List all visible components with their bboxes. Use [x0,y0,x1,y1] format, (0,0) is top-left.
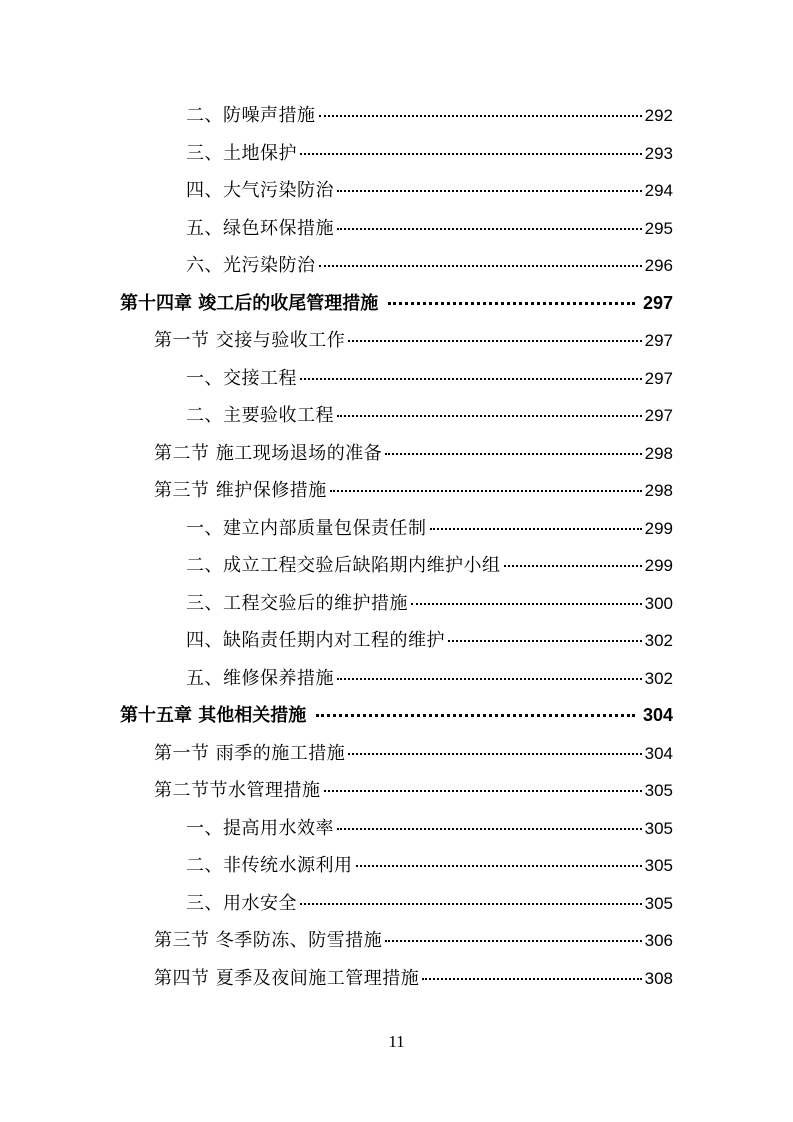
toc-entry [186,364,673,394]
toc-section-entry [154,926,673,956]
toc-entry-page: 308 [644,968,673,988]
toc-entry [186,251,673,281]
toc-entry-title: 第一节 雨季的施工措施 [154,742,346,764]
toc-entry-page: 296 [644,256,673,275]
toc-entry [186,401,673,431]
toc-entry-title: 三、工程交验后的维护措施 [186,592,408,614]
toc-entry [186,139,673,169]
toc-entry-page: 298 [644,443,673,463]
toc-entry-title: 三、用水安全 [186,892,297,914]
dot-leader [348,753,641,755]
toc-entry-title: 第二节节水管理措施 [154,780,321,801]
toc-entry [186,664,673,694]
toc-entry-title: 二、成立工程交验后缺陷期内维护小组 [186,555,501,576]
dot-leader [504,565,642,567]
toc-section-entry [154,739,673,769]
toc-entry-page: 297 [642,292,673,313]
page-number: 11 [388,1032,405,1051]
dot-leader [300,903,642,905]
toc-entry [186,551,673,581]
toc-entry-title: 二、非传统水源利用 [186,855,353,876]
toc-entry-title: 三、土地保护 [186,142,297,164]
toc-entry-page: 299 [644,556,673,575]
dot-leader [330,490,642,492]
toc-entry-title: 第十五章 其他相关措施 [120,705,307,726]
toc-entry [186,589,673,619]
toc-entry-page: 302 [644,668,673,688]
dot-leader [337,415,642,417]
toc-entry-page: 299 [644,518,673,538]
toc-entry-title: 一、提高用水效率 [186,817,334,839]
toc-entry-page: 297 [644,331,673,350]
toc-entry [186,214,673,244]
dot-leader [316,714,635,717]
dot-leader [337,190,642,192]
toc-entry-page: 297 [644,406,673,425]
toc-entry-title: 第四节 夏季及夜间施工管理措施 [154,967,420,989]
toc-entry-title: 二、主要验收工程 [186,405,334,426]
dot-leader [337,828,642,830]
dot-leader [319,265,642,267]
toc-entry [186,626,673,656]
toc-entry-title: 五、维修保养措施 [186,667,334,689]
dot-leader [422,978,641,980]
toc-section-entry [154,439,673,469]
toc-entry-title: 一、交接工程 [186,367,297,389]
toc-entry [186,814,673,844]
toc-entry-page: 305 [644,781,673,800]
toc-entry-page: 298 [644,481,673,500]
toc-entry-page: 304 [644,743,673,763]
toc-entry [186,851,673,881]
toc-chapter-entry [120,701,673,731]
dot-leader [337,228,642,230]
toc-entry-page: 293 [644,143,673,163]
toc-section-entry [154,326,673,356]
toc-entry-page: 304 [642,705,673,725]
toc-entry [186,889,673,919]
toc-entry-page: 292 [644,106,673,125]
dot-leader [385,940,641,942]
dot-leader [319,115,642,117]
toc-entry-title: 第一节 交接与验收工作 [154,330,346,351]
dot-leader [300,153,642,155]
toc-entry-page: 297 [644,368,673,388]
toc-section-entry [154,776,673,806]
toc-entry-page: 305 [644,893,673,913]
dot-leader [348,340,641,342]
toc-entry-title: 二、防噪声措施 [186,105,316,126]
dot-leader [324,790,642,792]
toc-entry-title: 四、缺陷责任期内对工程的维护 [186,630,445,651]
dot-leader [448,640,642,642]
toc-entry-title: 四、大气污染防治 [186,180,334,201]
toc-entry-title: 第二节 施工现场退场的准备 [154,442,383,464]
dot-leader [337,678,642,680]
toc-chapter-entry [120,289,673,319]
toc-entry-title: 第十四章 竣工后的收尾管理措施 [120,292,379,314]
dot-leader [385,453,641,455]
dot-leader [411,603,642,605]
toc-entry-page: 300 [644,593,673,613]
toc-entry [186,176,673,206]
toc-entry-page: 295 [644,218,673,238]
dot-leader [430,528,642,530]
toc-entry [186,514,673,544]
toc-entry-title: 第三节 维护保修措施 [154,480,327,501]
toc-entry-page: 306 [644,931,673,950]
toc-section-entry [154,964,673,994]
toc-entry-page: 302 [644,631,673,650]
dot-leader [388,302,635,305]
toc-entry-title: 五、绿色环保措施 [186,217,334,239]
toc-section-entry [154,476,673,506]
toc-entry-title: 第三节 冬季防冻、防雪措施 [154,930,383,951]
toc-entry-title: 一、建立内部质量包保责任制 [186,517,427,539]
toc-entry-page: 305 [644,856,673,875]
toc-entry [186,101,673,131]
dot-leader [356,865,642,867]
toc-entry-title: 六、光污染防治 [186,255,316,276]
toc-entry-page: 305 [644,818,673,838]
dot-leader [300,378,642,380]
toc-entry-page: 294 [644,181,673,200]
